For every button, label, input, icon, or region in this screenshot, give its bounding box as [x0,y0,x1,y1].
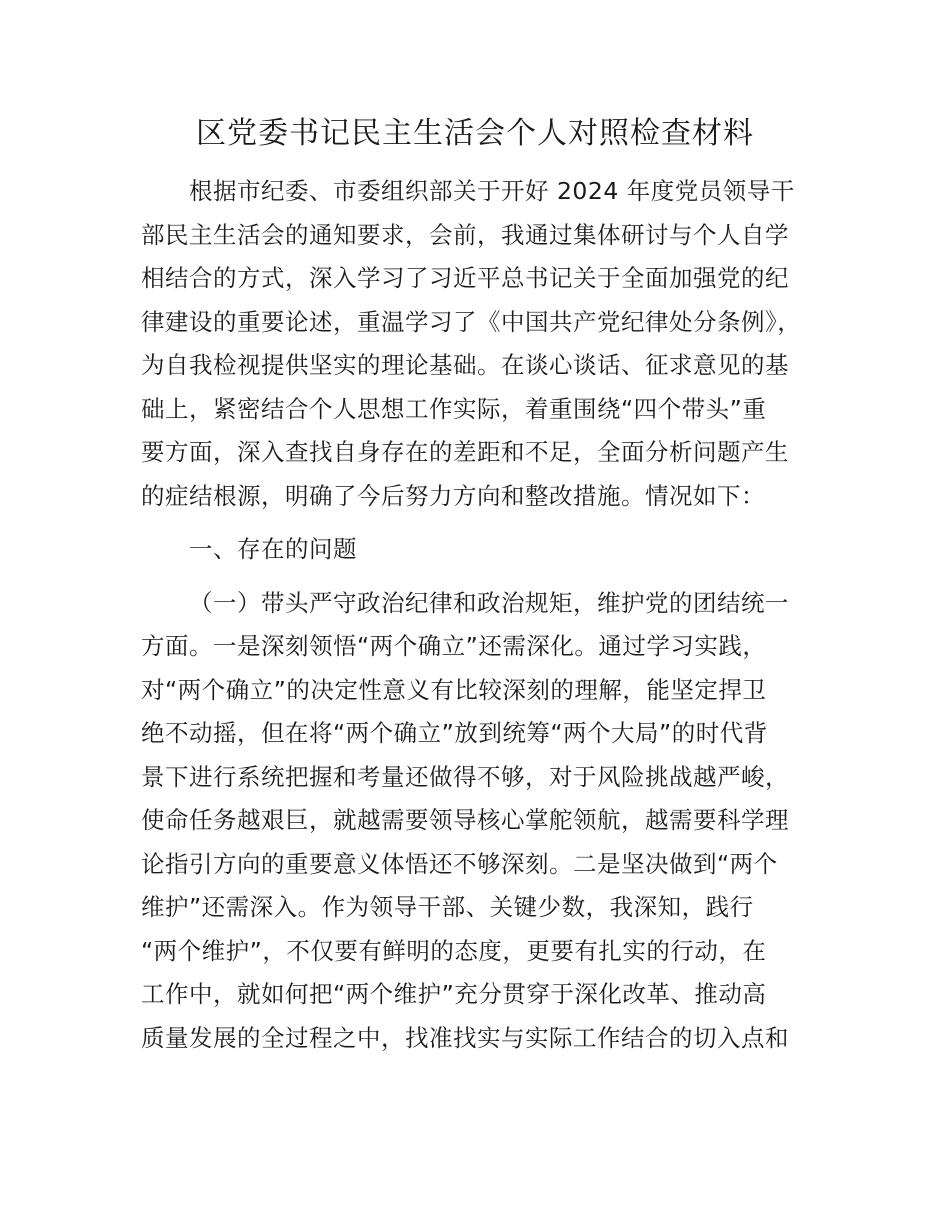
paragraph-line: “两个维护”，不仅要有鲜明的态度，更要有扎实的行动，在 [141,936,767,965]
paragraph-line: 对“两个确立”的决定性意义有比较深刻的理解，能坚定捍卫 [141,675,767,704]
paragraph-line: 律建设的重要论述，重温学习了《中国共产党纪律处分条例》， [141,307,802,336]
paragraph-line: 的症结根源，明确了今后努力方向和整改措施。情况如下： [141,481,765,510]
paragraph-line: 维护”还需深入。作为领导干部、关键少数，我深知，践行 [141,893,754,921]
paragraph-line: 绝不动摇，但在将“两个确立”放到统筹“两个大局”的时代背 [141,719,768,747]
document-body [141,170,811,1060]
paragraph-line: （一）带头严守政治纪律和政治规矩，维护党的团结统一 [189,588,789,617]
section-heading: 一、存在的问题 [189,535,357,563]
paragraph-line: 相结合的方式，深入学习了习近平总书记关于全面加强党的纪 [141,264,789,292]
document-title: 区党委书记民主生活会个人对照检查材料 [196,116,754,151]
paragraph-line: 础上，紧密结合个人思想工作实际，着重围绕“四个带头”重 [141,394,767,423]
paragraph-line: 论指引方向的重要意义体悟还不够深刻。二是坚决做到“两个 [141,849,778,878]
paragraph-line: 为自我检视提供坚实的理论基础。在谈心谈话、征求意见的基 [141,351,789,379]
paragraph-line: 根据市纪委、市委组织部关于开好 2024 年度党员领导干 [189,177,795,205]
paragraph-line: 质量发展的全过程之中，找准找实与实际工作结合的切入点和 [141,1023,789,1052]
paragraph-line: 方面。一是深刻领悟“两个确立”还需深化。通过学习实践， [141,632,767,660]
paragraph-line: 要方面，深入查找自身存在的差距和不足，全面分析问题产生 [141,438,789,466]
paragraph-line: 工作中，就如何把“两个维护”充分贯穿于深化改革、推动高 [141,980,767,1008]
paragraph-line: 使命任务越艰巨，就越需要领导核心掌舵领航，越需要科学理 [141,806,789,834]
paragraph-line: 景下进行系统把握和考量还做得不够，对于风险挑战越严峻， [141,762,789,791]
paragraph-line: 部民主生活会的通知要求，会前，我通过集体研讨与个人自学 [141,220,789,249]
